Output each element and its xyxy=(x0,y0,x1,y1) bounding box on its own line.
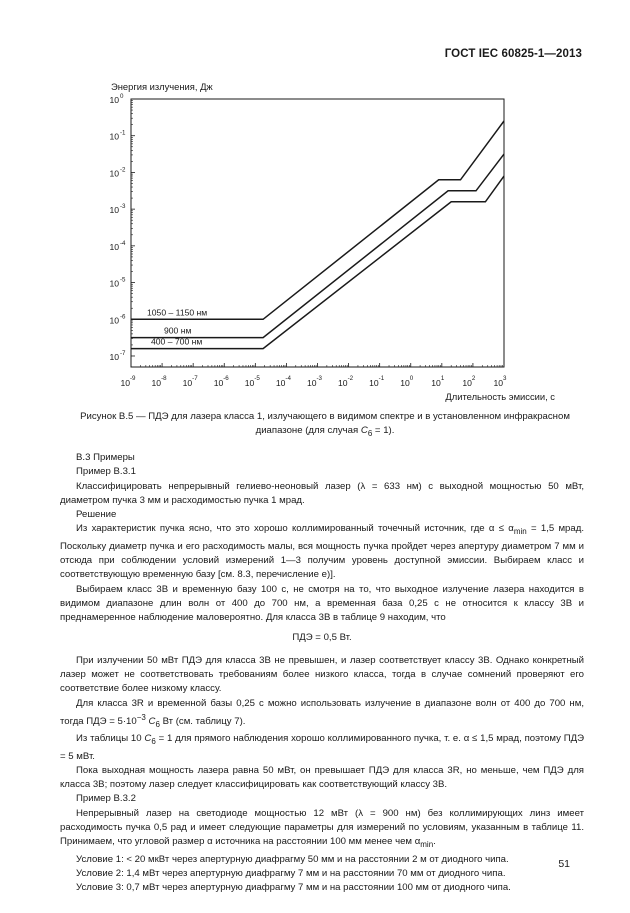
example-2-title: Пример В.3.2 xyxy=(76,793,136,805)
x-tick-exponent: 2 xyxy=(471,375,476,382)
paragraph-8: Непрерывный лазер на светодиоде мощностью 12 мВт (λ = 900 нм) без коллимирующих линз имеет расходимость пучка 0,5 рад и имеет следующие параметры для измерений по условиям, указанным в таблице 11. Принимаем, что угловой размер α источника на расстоянии 100 мм менее чем $\alpha_{min}$. xyxy=(60,807,584,850)
x-tick-label: 10 xyxy=(462,378,472,388)
figure-caption-line2: диапазоне (для случая $C_6 = 1$). xyxy=(255,424,395,438)
x-tick-label: 10 xyxy=(306,378,317,388)
paragraph-1: Классифицировать непрерывный гелиево-неоновый лазер (λ = 633 нм) с выходной мощностью 50 мВт, диаметром пучка 3 мм и расходимостью пучка 1 мрад. xyxy=(60,480,584,506)
x-tick-exponent: -4 xyxy=(285,375,291,382)
body-text xyxy=(60,451,584,895)
y-tick-label: 10 xyxy=(109,315,119,326)
series-label: 1050 – 1150 нм xyxy=(147,307,208,318)
page-number: 51 xyxy=(558,858,570,870)
paragraph-4: При излучении 50 мВт ПДЭ для класса 3В не превышен, и лазер соответствует классу 3В. Однако конкретный лазер может не соответствовать требованиям более низкого класса, тогда в случае сомнений проверяют его соответствие более низкому классу. xyxy=(60,654,584,695)
x-tick-exponent: -7 xyxy=(192,375,198,382)
example-1-title: Пример В.3.1 xyxy=(76,466,136,478)
x-tick-label: 10 xyxy=(120,378,130,388)
y-tick-exponent: -6 xyxy=(120,313,126,321)
x-tick-label: 10 xyxy=(431,378,441,388)
x-tick-label: 10 xyxy=(182,378,193,388)
y-tick-exponent: -3 xyxy=(120,203,126,211)
x-tick-exponent: 1 xyxy=(440,375,445,382)
formula: ПДЭ = 0,5 Вт. xyxy=(292,632,352,644)
y-tick-label: 10 xyxy=(109,278,119,289)
x-tick-exponent: 3 xyxy=(503,375,507,382)
x-axis-label: Длительность эмиссии, с xyxy=(445,391,555,402)
x-tick-label: 10 xyxy=(244,378,255,388)
x-tick-label: 10 xyxy=(369,378,379,388)
y-tick-label: 10 xyxy=(109,241,119,252)
x-tick-exponent: -9 xyxy=(130,375,136,382)
x-tick-label: 10 xyxy=(493,378,503,388)
section-title: В.3 Примеры xyxy=(76,452,135,463)
y-tick-exponent: 0 xyxy=(120,93,124,100)
series-label: 900 нм xyxy=(164,325,192,336)
solution-label: Решение xyxy=(76,509,117,521)
x-tick-label: 10 xyxy=(400,378,410,388)
paragraph-3: Выбираем класс 3В и временную базу 100 с, не смотря на то, что выходное излучение лазера находится в видимом диапазоне длин волн от 400 до 700 нм, а временная база 0,25 с не относится к классу 3В и преднамеренное наблюдение маловероятно. Для класса 3В в таблице 9 находим, что xyxy=(60,583,584,624)
x-tick-label: 10 xyxy=(151,378,162,388)
paragraph-5: Для класса 3R и временной базы 0,25 с можно использовать излучение в диапазоне волн от 400 до 700 нм, тогда ПДЭ = $5\cdot 10^{-3}$ $C_6$ Вт (см. таблицу 7). xyxy=(60,697,584,730)
y-tick-exponent: -1 xyxy=(120,129,126,137)
x-tick-label: 10 xyxy=(213,378,224,388)
paragraph-7: Пока выходная мощность лазера равна 50 мВт, он превышает ПДЭ для класса 3R, но меньше, чем ПДЭ для класса 3В; поэтому лазер следует классифицировать как соответствующий классу 3В. xyxy=(60,764,584,791)
condition-1: Условие 1: < 20 мкВт через апертурную диафрагму 50 мм и на расстоянии 2 м от диодного чипа. xyxy=(76,853,509,865)
y-tick-label: 10 xyxy=(109,205,119,216)
energy-vs-duration-chart xyxy=(0,0,630,410)
x-tick-label: 10 xyxy=(338,378,348,388)
x-tick-exponent: -6 xyxy=(223,375,229,382)
y-tick-exponent: -4 xyxy=(120,239,126,247)
series-label: 400 – 700 нм xyxy=(151,336,203,347)
figure-caption-line1: Рисунок В.5 — ПДЭ для лазера класса 1, излучающего в видимом спектре и в установленном инфракрасном xyxy=(80,411,570,422)
y-tick-label: 10 xyxy=(109,95,119,105)
y-axis-label: Энергия излучения, Дж xyxy=(111,81,213,92)
x-tick-exponent: -1 xyxy=(378,375,385,382)
y-tick-label: 10 xyxy=(109,351,119,362)
x-tick-label: 10 xyxy=(275,378,286,388)
x-tick-exponent: -2 xyxy=(347,375,354,382)
paragraph-2: Из характеристик пучка ясно, что это хорошо коллимированный точечный источник, где $\alpha \le \alpha_{min} = 1,5$ мрад. Поскольку диаметр пучка и его расходимость малы, вся мощность пучка пройдет через апертуру диаметром 7 мм и отсюда при соблюдении условий измерений 1—3 получим уровень доступной эмиссии. Выбираем класс и соответствующую временную базу [см. 8.3, перечисление е)]. xyxy=(60,523,584,581)
x-tick-exponent: -5 xyxy=(254,375,260,382)
condition-3: Условие 3: 0,7 мВт через апертурную диафрагму 7 мм и на расстоянии 100 мм от диодного чипа. xyxy=(76,882,511,894)
standard-reference-header: ГОСТ IEC 60825-1—2013 xyxy=(444,48,582,60)
y-tick-exponent: -5 xyxy=(120,276,126,284)
y-tick-exponent: -7 xyxy=(120,349,126,357)
y-tick-label: 10 xyxy=(109,131,119,142)
y-tick-label: 10 xyxy=(109,168,119,179)
figure-caption xyxy=(60,410,590,440)
x-tick-exponent: 0 xyxy=(409,375,414,382)
paragraph-6: Из таблицы 10 $C_6 = 1$ для прямого наблюдения хорошо коллимированного пучка, т. е. α ≤ 1,5 мрад, поэтому ПДЭ = 5 мВт. xyxy=(60,733,584,762)
series-line-400-700nm xyxy=(131,176,504,349)
series-line-1050-1150nm xyxy=(131,121,504,319)
x-tick-exponent: -3 xyxy=(316,375,323,382)
x-tick-exponent: -8 xyxy=(161,375,167,382)
condition-2: Условие 2: 1,4 мВт через апертурную диафрагму 7 мм и на расстоянии 70 мм от диодного чипа. xyxy=(76,867,506,879)
y-tick-exponent: -2 xyxy=(120,166,126,174)
